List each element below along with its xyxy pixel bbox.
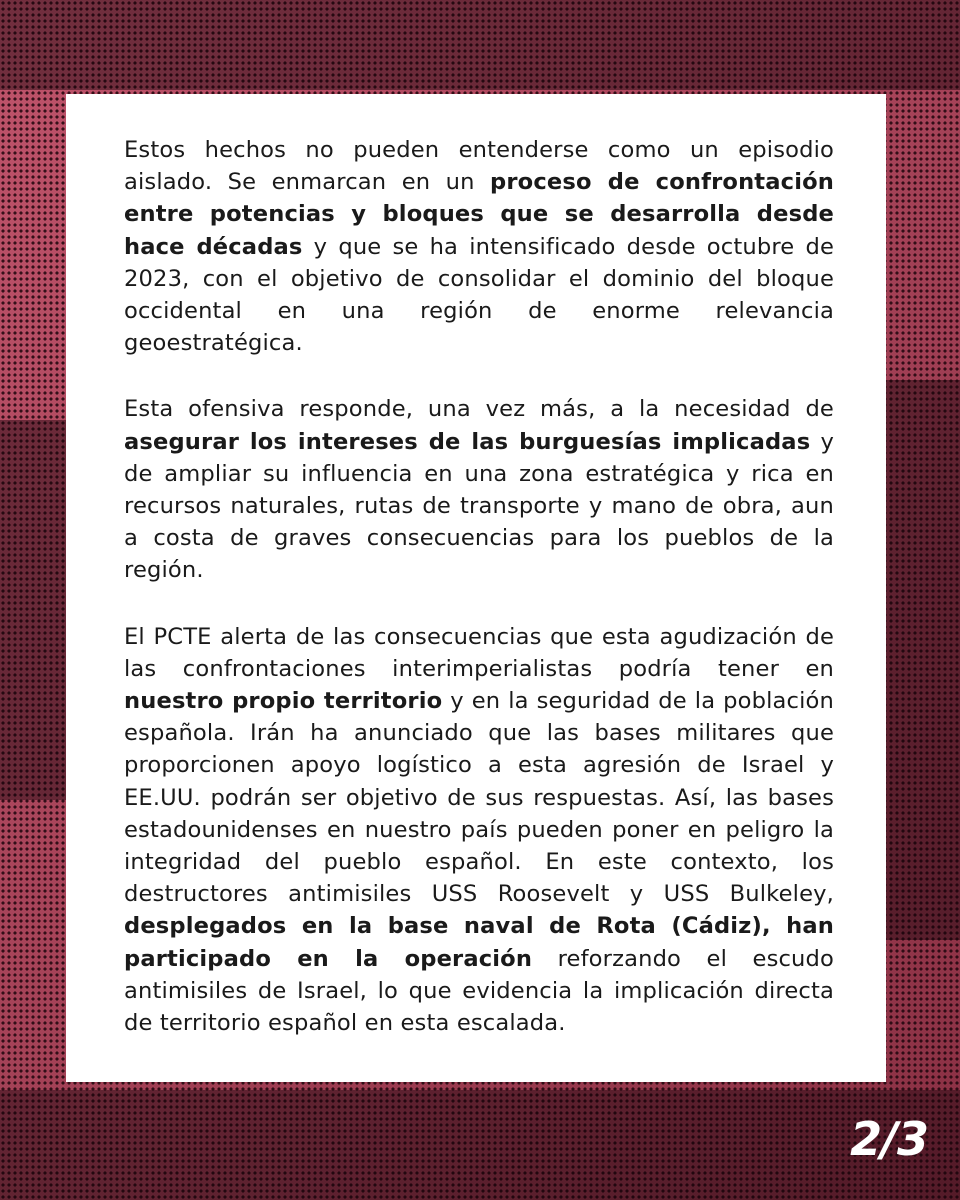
paragraph-3-highlight-1: nuestro propio territorio	[124, 688, 443, 715]
paragraph-1-segment-3: y que se ha intensificado desde octubre de 2023, con el objetivo de consolidar el dominio del bloque occidental en una región de enorme relevancia geoestratégica.	[124, 233, 834, 357]
paragraph-3	[124, 621, 834, 1040]
paragraph-1-highlight: proceso de confrontación entre potencias y bloques que se desarrolla desde hace décadas	[124, 169, 834, 260]
background-shade-left	[0, 420, 66, 800]
paragraph-2-segment-3: y de ampliar su influencia en una zona estratégica y rica en recursos naturales, rutas de transporte y mano de obra, aun a costa de graves consecuencias para los pueblos de la región.	[124, 428, 834, 584]
background-shade-top	[0, 0, 960, 90]
background-shade-right	[880, 380, 960, 940]
page-indicator: 2/3	[850, 1112, 928, 1166]
background-shade-bottom	[0, 1090, 960, 1200]
paragraph-2	[124, 393, 834, 586]
paragraph-2-segment-1: Esta ofensiva responde, una vez más, a la necesidad de	[124, 396, 834, 423]
paragraph-3-segment-5: reforzando el escudo antimisiles de Israel, lo que evidencia la implicación directa de territorio español en esta escalada.	[124, 945, 834, 1037]
paragraph-1	[124, 134, 834, 359]
paragraph-3-highlight-2: desplegados en la base naval de Rota (Cádiz), han participado en la operación	[124, 913, 834, 972]
paragraph-3-segment-3: y en la seguridad de la población española. Irán ha anunciado que las bases militares que proporcionen apoyo logístico a esta agresión de Israel y EE.UU. podrán ser objetivo de sus respuestas. Así, las bases estadounidenses en nuestro país pueden poner en peligro la integridad del pueblo español. En este contexto, los destructores antimisiles USS Roosevelt y USS Bulkeley,	[124, 688, 834, 908]
paragraph-1-segment-1: Estos hechos no pueden entenderse como un episodio aislado. Se enmarcan en un	[124, 137, 834, 196]
paragraph-3-segment-1: El PCTE alerta de las consecuencias que esta agudización de las confrontaciones interimperialistas podría tener en	[124, 623, 834, 682]
text-card	[66, 94, 886, 1082]
paragraph-2-highlight: asegurar los intereses de las burguesías implicadas	[124, 428, 811, 455]
